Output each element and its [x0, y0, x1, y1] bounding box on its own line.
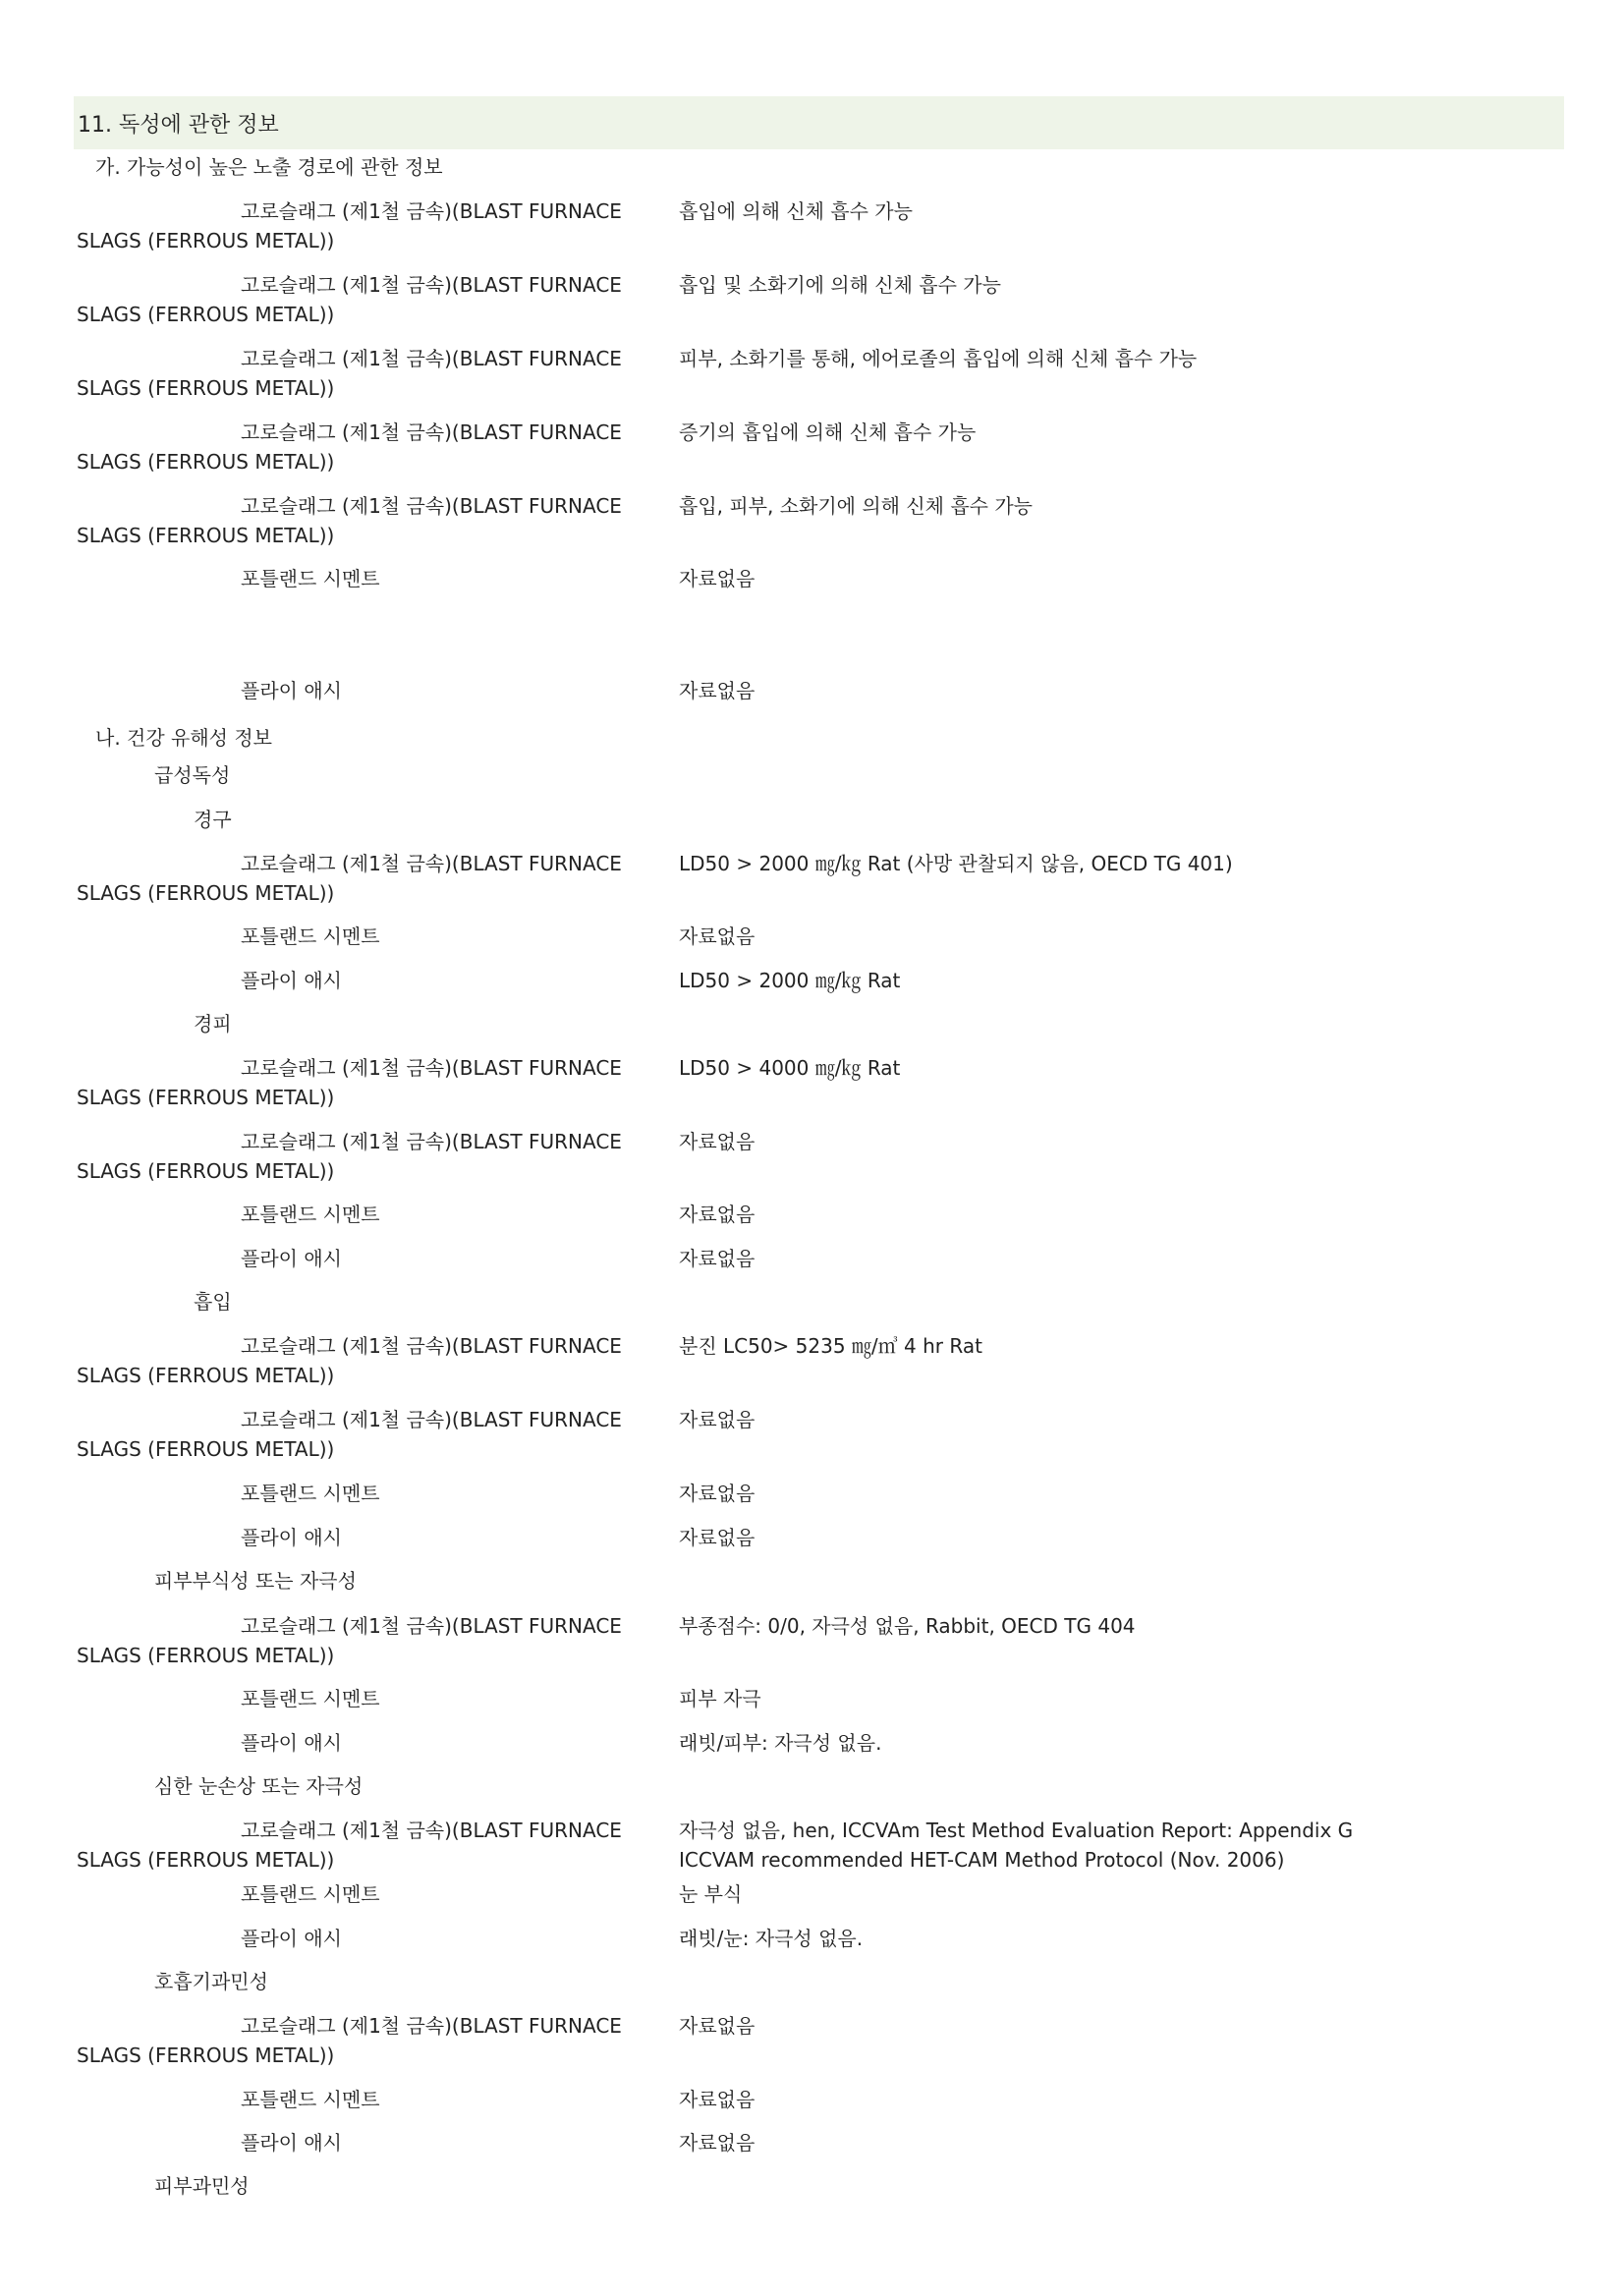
substance-value: 자료없음	[679, 1130, 756, 1153]
substance-value: 자극성 없음, hen, ICCVAm Test Method Evaluation Report: Appendix G	[679, 1819, 1354, 1842]
substance-value-cont: ICCVAM recommended HET-CAM Method Protocol (Nov. 2006)	[679, 1848, 1285, 1872]
substance-name: 고로슬래그 (제1철 금속)(BLAST FURNACE	[241, 420, 622, 444]
substance-name: 고로슬래그 (제1철 금속)(BLAST FURNACE	[241, 1819, 622, 1842]
substance-name: 고로슬래그 (제1철 금속)(BLAST FURNACE	[241, 347, 622, 370]
substance-value: 래빗/피부: 자극성 없음.	[679, 1731, 882, 1755]
substance-value: LD50 > 2000 ㎎/㎏ Rat (사망 관찰되지 않음, OECD TG 401)	[679, 852, 1233, 875]
substance-name-cont: SLAGS (FERROUS METAL))	[77, 376, 335, 400]
substance-name-cont: SLAGS (FERROUS METAL))	[77, 524, 335, 547]
substance-value: 피부 자극	[679, 1687, 761, 1710]
substance-value: 증기의 흡입에 의해 신체 흡수 가능	[679, 420, 977, 444]
category-heading-skin-sensitization: 피부과민성	[154, 2174, 250, 2198]
substance-name-cont: SLAGS (FERROUS METAL))	[77, 1086, 335, 1109]
substance-name-cont: SLAGS (FERROUS METAL))	[77, 303, 335, 326]
substance-value: 분진 LC50> 5235 ㎎/㎥ 4 hr Rat	[679, 1334, 982, 1358]
substance-name: 고로슬래그 (제1철 금속)(BLAST FURNACE	[241, 199, 622, 223]
substance-name: 플라이 애시	[241, 1526, 342, 1549]
substance-name-cont: SLAGS (FERROUS METAL))	[77, 450, 335, 474]
substance-value: 자료없음	[679, 1203, 756, 1226]
route-heading-oral: 경구	[194, 808, 232, 831]
category-heading-respiratory-sensitization: 호흡기과민성	[154, 1970, 268, 1993]
substance-name-cont: SLAGS (FERROUS METAL))	[77, 1364, 335, 1387]
substance-name: 플라이 애시	[241, 1247, 342, 1270]
substance-value: 자료없음	[679, 1526, 756, 1549]
substance-value: LD50 > 4000 ㎎/㎏ Rat	[679, 1056, 901, 1080]
substance-value: 자료없음	[679, 1247, 756, 1270]
substance-name: 고로슬래그 (제1철 금속)(BLAST FURNACE	[241, 1130, 622, 1153]
substance-name: 고로슬래그 (제1철 금속)(BLAST FURNACE	[241, 852, 622, 875]
substance-value: 자료없음	[679, 1408, 756, 1431]
substance-value: 자료없음	[679, 1482, 756, 1505]
substance-name-cont: SLAGS (FERROUS METAL))	[77, 1644, 335, 1667]
substance-value: 흡입에 의해 신체 흡수 가능	[679, 199, 913, 223]
substance-value: 피부, 소화기를 통해, 에어로졸의 흡입에 의해 신체 흡수 가능	[679, 347, 1198, 370]
subsection-heading-exposure: 가. 가능성이 높은 노출 경로에 관한 정보	[95, 155, 443, 179]
substance-value: 자료없음	[679, 679, 756, 702]
substance-name-cont: SLAGS (FERROUS METAL))	[77, 1848, 335, 1872]
substance-name: 고로슬래그 (제1철 금속)(BLAST FURNACE	[241, 1334, 622, 1358]
substance-value: 부종점수: 0/0, 자극성 없음, Rabbit, OECD TG 404	[679, 1614, 1136, 1638]
category-heading-acute: 급성독성	[154, 763, 231, 787]
substance-value: LD50 > 2000 ㎎/㎏ Rat	[679, 969, 901, 992]
substance-value: 눈 부식	[679, 1882, 743, 1906]
substance-name: 플라이 애시	[241, 969, 342, 992]
substance-name: 포틀랜드 시멘트	[241, 1203, 380, 1226]
substance-name-cont: SLAGS (FERROUS METAL))	[77, 1159, 335, 1183]
section-title: 11. 독성에 관한 정보	[74, 96, 1564, 149]
route-heading-inhalation: 흡입	[194, 1290, 232, 1314]
substance-value: 자료없음	[679, 924, 756, 948]
substance-name: 고로슬래그 (제1철 금속)(BLAST FURNACE	[241, 273, 622, 297]
substance-name: 플라이 애시	[241, 679, 342, 702]
substance-name: 고로슬래그 (제1철 금속)(BLAST FURNACE	[241, 1408, 622, 1431]
substance-name: 플라이 애시	[241, 1731, 342, 1755]
substance-name: 포틀랜드 시멘트	[241, 1482, 380, 1505]
substance-name: 플라이 애시	[241, 1927, 342, 1950]
substance-value: 자료없음	[679, 2131, 756, 2155]
substance-value: 자료없음	[679, 567, 756, 590]
substance-name: 고로슬래그 (제1철 금속)(BLAST FURNACE	[241, 494, 622, 518]
substance-name-cont: SLAGS (FERROUS METAL))	[77, 1437, 335, 1461]
substance-name-cont: SLAGS (FERROUS METAL))	[77, 229, 335, 252]
category-heading-eye-damage: 심한 눈손상 또는 자극성	[154, 1774, 364, 1798]
substance-name: 고로슬래그 (제1철 금속)(BLAST FURNACE	[241, 1614, 622, 1638]
substance-name: 플라이 애시	[241, 2131, 342, 2155]
substance-value: 흡입 및 소화기에 의해 신체 흡수 가능	[679, 273, 1001, 297]
substance-value: 자료없음	[679, 2014, 756, 2038]
substance-name: 고로슬래그 (제1철 금속)(BLAST FURNACE	[241, 2014, 622, 2038]
substance-name: 고로슬래그 (제1철 금속)(BLAST FURNACE	[241, 1056, 622, 1080]
category-heading-skin-corrosion: 피부부식성 또는 자극성	[154, 1569, 357, 1593]
substance-name-cont: SLAGS (FERROUS METAL))	[77, 881, 335, 905]
substance-value: 흡입, 피부, 소화기에 의해 신체 흡수 가능	[679, 494, 1033, 518]
substance-name: 포틀랜드 시멘트	[241, 567, 380, 590]
substance-name: 포틀랜드 시멘트	[241, 924, 380, 948]
subsection-heading-health: 나. 건강 유해성 정보	[95, 726, 272, 750]
substance-name: 포틀랜드 시멘트	[241, 1687, 380, 1710]
substance-name: 포틀랜드 시멘트	[241, 2088, 380, 2111]
substance-value: 자료없음	[679, 2088, 756, 2111]
substance-name: 포틀랜드 시멘트	[241, 1882, 380, 1906]
route-heading-dermal: 경피	[194, 1012, 232, 1036]
substance-name-cont: SLAGS (FERROUS METAL))	[77, 2044, 335, 2067]
substance-value: 래빗/눈: 자극성 없음.	[679, 1927, 864, 1950]
